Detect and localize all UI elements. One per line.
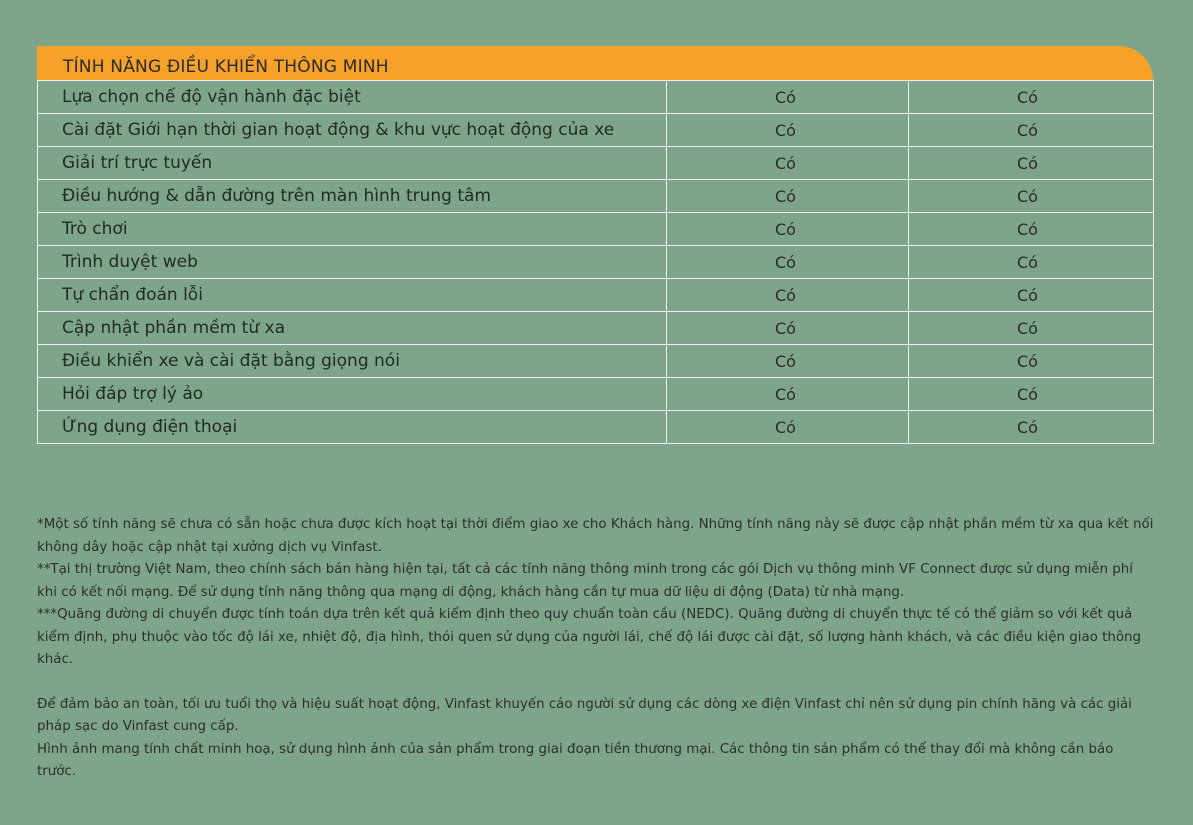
table-row: [38, 279, 1154, 312]
footnote-3: ***Quãng đường di chuyển được tính toán dựa trên kết quả kiểm định theo quy chuẩn toàn cầu (NEDC). Quãng đường di chuyển thực tế có thể giảm so với kết quả kiểm định, phụ thuộc vào tốc độ lái xe, nhiệt độ, địa hình, thói quen sử dụng của người lái, chế độ lái được cài đặt, số lượng hành khách, và các điều kiện giao thông khác.: [37, 607, 1142, 667]
value-cell: Có: [667, 114, 909, 147]
table-row: [38, 312, 1154, 345]
section-header: [37, 46, 1153, 80]
value-cell: Có: [667, 312, 909, 345]
value-cell: Có: [667, 279, 909, 312]
table-row: [38, 180, 1154, 213]
feature-name: Ứng dụng điện thoại: [38, 411, 667, 444]
feature-table: [37, 80, 1154, 444]
value-cell: Có: [909, 279, 1154, 312]
value-cell: Có: [909, 81, 1154, 114]
feature-name: Lựa chọn chế độ vận hành đặc biệt: [38, 81, 667, 114]
value-cell: Có: [667, 81, 909, 114]
disclaimer-text: Hình ảnh mang tính chất minh hoạ, sử dụng hình ảnh của sản phẩm trong giai đoạn tiền thương mại. Các thông tin sản phẩm có thể thay đổi mà không cần báo trước.: [37, 741, 1114, 779]
value-cell: Có: [909, 312, 1154, 345]
footnote-1: *Một số tính năng sẽ chưa có sẵn hoặc chưa được kích hoạt tại thời điểm giao xe cho Khách hàng. Những tính năng này sẽ được cập nhật phần mềm từ xa qua kết nối không dây hoặc cập nhật tại xưởng dịch vụ Vinfast.: [37, 517, 1154, 555]
value-cell: Có: [909, 147, 1154, 180]
value-cell: Có: [909, 411, 1154, 444]
value-cell: Có: [667, 378, 909, 411]
feature-name: Cập nhật phần mềm từ xa: [38, 312, 667, 345]
value-cell: Có: [909, 180, 1154, 213]
value-cell: Có: [909, 246, 1154, 279]
feature-name: Cài đặt Giới hạn thời gian hoạt động & khu vực hoạt động của xe: [38, 114, 667, 147]
table-row: [38, 345, 1154, 378]
footnotes: [37, 514, 1155, 784]
table-row: [38, 114, 1154, 147]
value-cell: Có: [667, 180, 909, 213]
feature-name: Điều hướng & dẫn đường trên màn hình trung tâm: [38, 180, 667, 213]
value-cell: Có: [667, 147, 909, 180]
table-row: [38, 147, 1154, 180]
feature-name: Tự chẩn đoán lỗi: [38, 279, 667, 312]
footnote-2: **Tại thị trường Việt Nam, theo chính sách bán hàng hiện tại, tất cả các tính năng thông minh trong các gói Dịch vụ thông minh VF Connect được sử dụng miễn phí khi có kết nối mạng. Để sử dụng tính năng thông qua mạng di động, khách hàng cần tự mua dữ liệu di động (Data) từ nhà mạng.: [37, 562, 1133, 600]
advice-text: Để đảm bảo an toàn, tối ưu tuổi thọ và hiệu suất hoạt động, Vinfast khuyến cáo người sử dụng các dòng xe điện Vinfast chỉ nên sử dụng pin chính hãng và các giải pháp sạc do Vinfast cung cấp.: [37, 696, 1132, 734]
value-cell: Có: [909, 114, 1154, 147]
value-cell: Có: [909, 345, 1154, 378]
value-cell: Có: [667, 246, 909, 279]
feature-name: Trò chơi: [38, 213, 667, 246]
value-cell: Có: [667, 345, 909, 378]
value-cell: Có: [909, 378, 1154, 411]
table-row: [38, 81, 1154, 114]
feature-name: Hỏi đáp trợ lý ảo: [38, 378, 667, 411]
table-row: [38, 213, 1154, 246]
feature-name: Trình duyệt web: [38, 246, 667, 279]
feature-name: Giải trí trực tuyến: [38, 147, 667, 180]
value-cell: Có: [667, 411, 909, 444]
table-row: [38, 378, 1154, 411]
value-cell: Có: [667, 213, 909, 246]
feature-name: Điều khiển xe và cài đặt bằng giọng nói: [38, 345, 667, 378]
value-cell: Có: [909, 213, 1154, 246]
table-row: [38, 246, 1154, 279]
section-title: TÍNH NĂNG ĐIỀU KHIỂN THÔNG MINH: [63, 57, 389, 77]
spacer: [37, 672, 1155, 694]
table-row: [38, 411, 1154, 444]
